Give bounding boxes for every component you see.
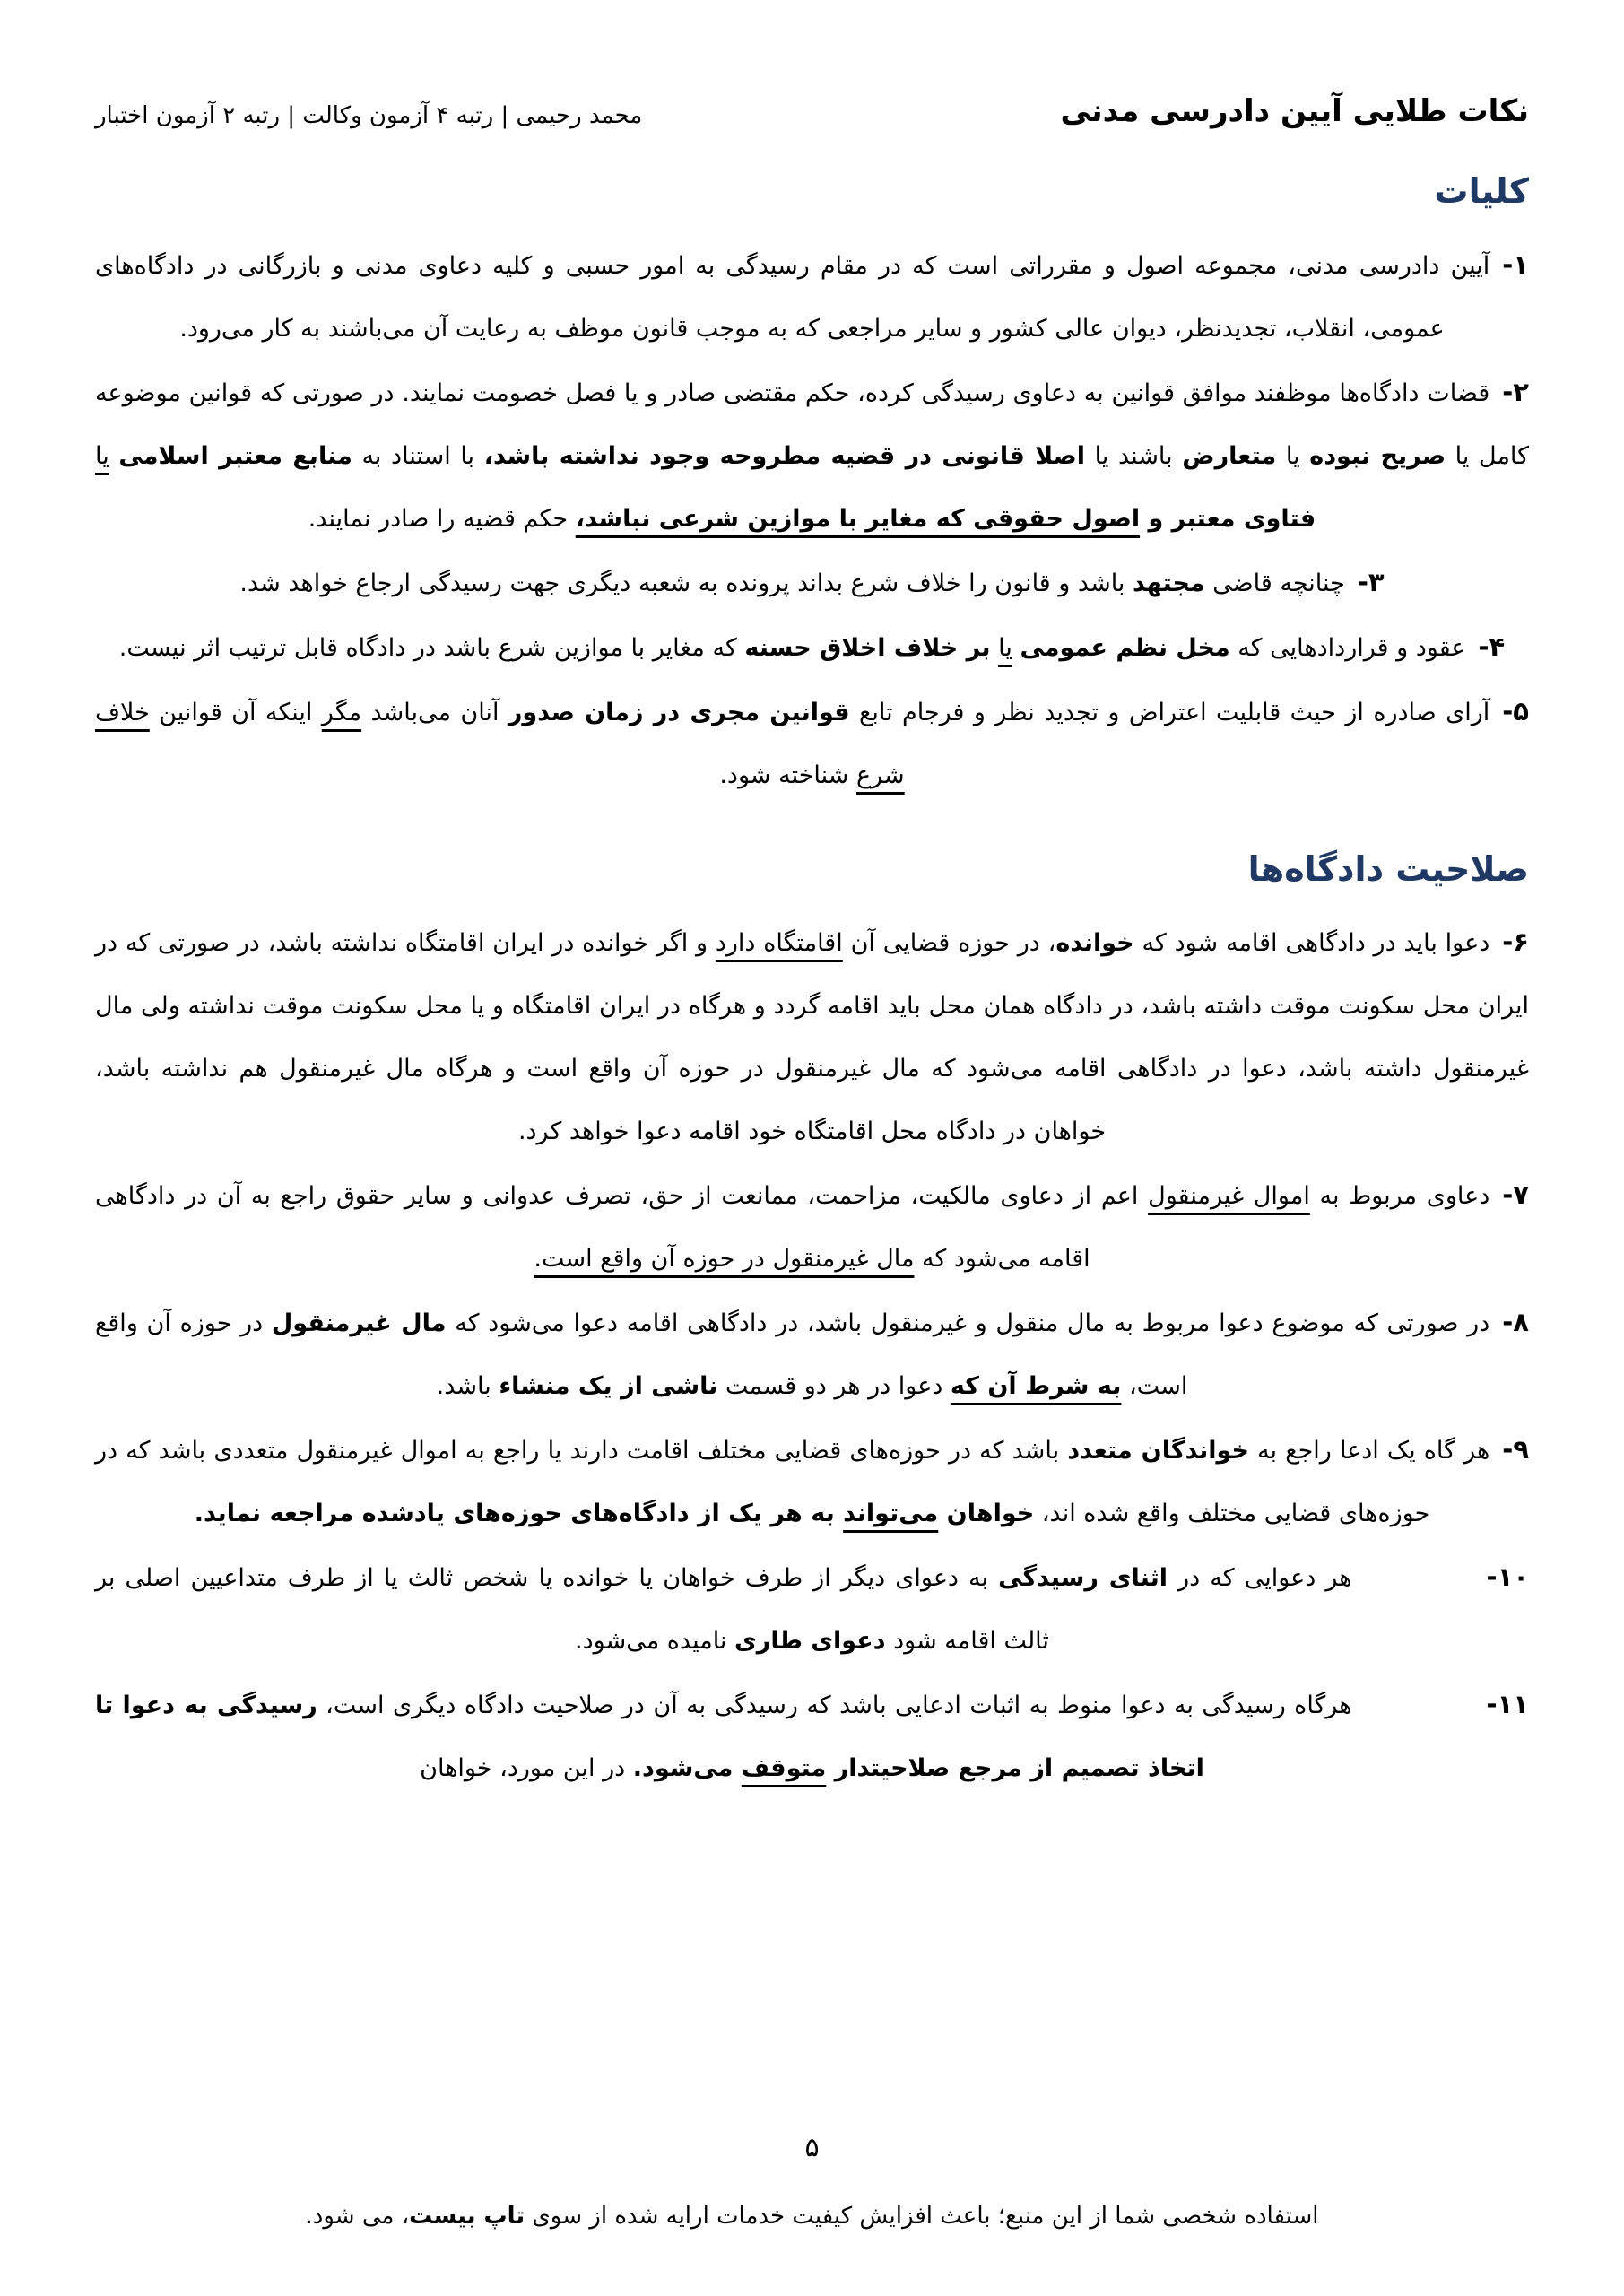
text-run: فتاوی معتبر و [1140,504,1316,533]
text-run: دعاوی مربوط به [1309,1182,1490,1210]
item-number: ۱۰- [1486,1561,1529,1592]
note-item [95,1291,1529,1418]
text-run: اموال غیرمنقول [1148,1182,1310,1210]
item-number: ۲- [1502,376,1529,407]
item-number: ۱- [1502,248,1529,280]
text-run: ناشی از یک منشاء [499,1372,718,1400]
text-run: می‌شود. [632,1754,742,1782]
text-run: باشند یا [1085,441,1183,470]
note-item [95,680,1529,807]
text-run: اصول حقوقی که مغایر با موازین شرعی نباشد، [575,504,1141,533]
footer-note [0,2203,1624,2230]
note-item [95,551,1529,615]
text-run: منابع معتبر اسلامی [118,441,352,470]
item-number: ۴- [1478,631,1506,662]
text-run: بر خلاف اخلاق حسنه [744,633,991,662]
text-run: مگر [321,698,362,726]
text-run: عقود و قراردادهایی که [1229,633,1466,662]
text-run: خوانده [1055,929,1134,957]
text-run: و اگر خوانده در ایران اقامتگاه نداشته باشد، در صورتی که در ایران محل سکونت موقت داشته باشد، در دادگاه همان محل باید اقامه گردد و هرگاه در ایران اقامتگاه و یا محل سکونت موقت نداشته ولی مال غیرمنقول داشته باشد، دعوا در دادگاهی اقامه می‌شود که مال غیرمنقول در حوزه آن واقع است و هرگاه مال غیرمنقول هم نداشته باشد، خواهان در دادگاه محل اقامتگاه خود اقامه دعوا خواهد کرد. [95,929,1529,1145]
text-run: آنان می‌باشد [361,698,508,726]
text-run: خلاف شرع [95,698,905,789]
document-body [0,170,1624,1800]
text-run: باشد که در حوزه‌های قضایی مختلف اقامت دارند یا راجع به اموال غیرمنقول متعددی باشد که در حوزه‌های قضایی مختلف واقع شده اند، [95,1437,1430,1527]
text-run: مجتهد [1133,569,1205,597]
text-run: هر گاه یک ادعا راجع به [1248,1437,1490,1465]
text-run: یا [95,441,109,470]
text-run: متوقف [741,1754,827,1782]
author-credentials: محمد رحیمی | رتبه ۴ آزمون وکالت | رتبه ۲ آزمون اختبار [95,102,643,129]
text-run: مخل نظم عمومی [1020,633,1230,662]
text-run: قضات دادگاه‌ها موظفند موافق قوانین به دعاوی رسیدگی کرده، حکم مقتضی صادر و یا فصل خصومت نمایند. در صورتی که قوانین موضوعه کامل یا [95,378,1530,470]
book-title: نکات طلایی آیین دادرسی مدنی [1060,93,1529,129]
note-item [95,1163,1529,1291]
item-number: ۶- [1502,926,1529,957]
text-run: باشد. [436,1372,499,1400]
text-run: حکم قضیه را صادر نمایند. [308,504,576,533]
text-run: به هر یک از دادگاه‌های حوزه‌های یادشده مراجعه نماید. [194,1500,844,1527]
text-run: اقامتگاه دارد [715,929,843,957]
text-run: شناخته شود. [719,761,856,789]
note-item [95,1418,1529,1545]
text-run: به شرط آن که [950,1372,1122,1400]
text-run [991,634,999,662]
text-run: در حوزه آن واقع است، [95,1309,1188,1400]
text-run: به دعوای دیگر از طرف خواهان یا خوانده یا شخص ثالث یا از طرف متداعیین اصلی بر ثالث اقامه شود [95,1564,1049,1655]
text-run: یا [998,633,1012,662]
text-run: مال غیرمنقول در حوزه آن واقع است. [534,1245,915,1273]
text-run: ، در حوزه قضایی آن [842,929,1056,957]
page-header [0,0,1624,129]
text-run: آرای صادره از حیث قابلیت اعتراض و تجدید نظر و فرجام تابع [849,698,1490,726]
text-run: اینکه آن قوانین [149,698,322,726]
item-number: ۳- [1357,566,1385,597]
text-run: استفاده شخصی شما از این منبع؛ باعث افزایش کیفیت خدمات ارایه شده از سوی [525,2203,1319,2230]
text-run: خواهان [938,1500,1035,1527]
text-run: قوانین مجری در زمان صدور [508,698,850,726]
note-item [95,233,1529,361]
text-run [109,442,119,470]
text-run: اعم از دعاوی مالکیت، مزاحمت، ممانعت از حق، تصرف عدوانی و سایر حقوق راجع به آن در دادگاهی اقامه می‌شود که [95,1182,1149,1273]
text-run: در این مورد، خواهان [420,1754,633,1782]
text-run: یا [1276,441,1310,470]
text-run: اثنای رسیدگی [998,1564,1168,1592]
note-item [95,1673,1529,1800]
item-number: ۷- [1502,1179,1529,1210]
text-run: صریح نبوده [1309,441,1446,470]
item-number: ۹- [1502,1434,1530,1465]
text-run: هر دعوایی که در [1168,1564,1352,1592]
section-heading-2: صلاحیت دادگاه‌ها [1247,848,1529,889]
item-number: ۱۱- [1486,1689,1529,1719]
text-run: اصلا قانونی در قضیه مطروحه وجود نداشته باشد، [483,441,1086,470]
text-run: متعارض [1182,441,1277,470]
page-number: ۵ [804,2132,820,2163]
text-run: با استناد به [352,441,484,470]
item-number: ۵- [1502,695,1529,726]
note-item [95,615,1529,680]
text-run: ، می شود. [305,2203,410,2230]
note-item [95,910,1529,1163]
item-number: ۸- [1502,1307,1529,1337]
section-heading-1: کلیات [1434,171,1529,211]
text-run: چنانچه قاضی [1204,569,1345,597]
text-run: دعوای طاری [734,1627,886,1655]
text-run: هرگاه رسیدگی به دعوا منوط به اثبات ادعایی باشد که رسیدگی به آن در صلاحیت دادگاه دیگری است، [317,1692,1352,1719]
text-run: آیین دادرسی مدنی، مجموعه اصول و مقرراتی است که در مقام رسیدگی به امور حسبی و کلیه دعاوی مدنی و بازرگانی در دادگاه‌های عمومی، انقلاب، تجدیدنظر، دیوان عالی کشور و سایر مراجعی که به موجب قانون موظف به رعایت آن می‌باشند به کار می‌رود. [95,251,1490,343]
text-run: رسیدگی به دعوا تا اتخاذ تصمیم از مرجع صلاحیتدار [95,1692,1204,1782]
text-run: در صورتی که موضوع دعوا مربوط به مال منقول و غیرمنقول باشد، در دادگاهی اقامه دعوا می‌شود که [446,1309,1490,1337]
text-run: دعوا باید در دادگاهی اقامه شود که [1133,929,1490,957]
text-run: می‌تواند [843,1500,939,1527]
text-run: که مغایر با موازین شرع باشد در دادگاه قابل ترتیب اثر نیست. [118,633,745,662]
text-run: مال غیرمنقول [271,1309,447,1337]
text-run: دعوا در هر دو قسمت [717,1372,951,1400]
note-item [95,1545,1529,1673]
text-run: خواندگان متعدد [1067,1437,1249,1465]
text-run: نامیده می‌شود. [575,1627,735,1655]
text-run: تاپ بیست [409,2203,525,2230]
note-item [95,361,1529,551]
text-run: باشد و قانون را خلاف شرع بداند پرونده به شعبه دیگری جهت رسیدگی ارجاع خواهد شد. [239,569,1133,597]
